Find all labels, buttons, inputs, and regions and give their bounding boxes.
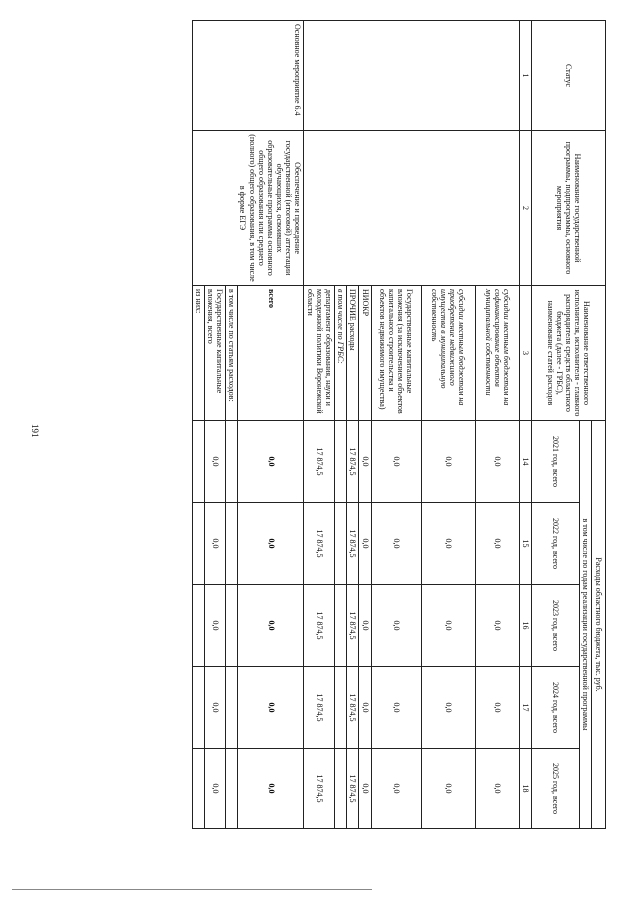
header-year: 2021 год, всего <box>531 421 579 503</box>
value-cell: 0,0 <box>421 421 475 503</box>
value-cell: 0,0 <box>475 585 519 667</box>
value-cell <box>335 421 347 503</box>
value-cell: 0,0 <box>359 421 371 503</box>
value-cell: 17 874,5 <box>304 503 335 585</box>
col-number: 17 <box>519 667 531 749</box>
row-label: Государственные капитальные вложения, всего <box>204 286 225 421</box>
budget-table <box>192 20 606 829</box>
row-label: департамент образования, науки и молодежной политики Воронежской области <box>304 286 335 421</box>
value-cell: 0,0 <box>421 503 475 585</box>
value-cell: 0,0 <box>359 503 371 585</box>
header-status: Статус <box>531 21 605 131</box>
rotated-table-wrapper <box>36 20 606 828</box>
value-cell: 17 874,5 <box>347 667 359 749</box>
value-cell: 0,0 <box>371 667 421 749</box>
value-cell <box>192 585 204 667</box>
col-number: 2 <box>519 131 531 286</box>
value-cell: 0,0 <box>238 749 304 829</box>
row-label: Государственные капитальные вложения (за исключением объектов капитального строительства и объектов недвижимого имущества) <box>371 286 421 421</box>
page-number: 191 <box>30 424 40 438</box>
header-year: 2023 год, всего <box>531 585 579 667</box>
value-cell <box>335 749 347 829</box>
value-cell: 0,0 <box>238 421 304 503</box>
value-cell: 0,0 <box>204 585 225 667</box>
value-cell: 17 874,5 <box>347 585 359 667</box>
row-label: всего <box>238 286 304 421</box>
header-budget-group: Расходы областного бюджета, тыс. руб. <box>592 421 606 829</box>
row-label: субсидии местным бюджетам на приобретение недвижимого имущества в муниципальную собственность <box>421 286 475 421</box>
section-status: Основное мероприятие 6.4 <box>192 21 304 131</box>
value-cell <box>335 585 347 667</box>
header-budget-subgroup: в том числе по годам реализации государственной программы <box>579 421 591 829</box>
row-label: НИОКР <box>359 286 371 421</box>
value-cell: 0,0 <box>359 749 371 829</box>
value-cell: 0,0 <box>475 667 519 749</box>
value-cell: 17 874,5 <box>347 421 359 503</box>
value-cell: 17 874,5 <box>304 421 335 503</box>
col-number: 16 <box>519 585 531 667</box>
value-cell: 17 874,5 <box>304 749 335 829</box>
value-cell <box>226 585 238 667</box>
section-name: Обеспечение и проведение государственной (итоговой) аттестации обучающихся, освоивших образовательные программы основного общего образования или среднего (полного) общего образования, в том числе в форме ЕГЭ <box>192 131 304 286</box>
program-cell-empty <box>304 131 519 286</box>
value-cell: 0,0 <box>204 667 225 749</box>
value-cell <box>192 503 204 585</box>
value-cell: 0,0 <box>371 503 421 585</box>
value-cell: 17 874,5 <box>304 667 335 749</box>
value-cell: 0,0 <box>421 749 475 829</box>
header-year: 2025 год, всего <box>531 749 579 829</box>
table-row <box>475 21 519 829</box>
status-cell-empty <box>304 21 519 131</box>
value-cell <box>335 667 347 749</box>
value-cell <box>226 667 238 749</box>
value-cell <box>226 421 238 503</box>
col-number: 15 <box>519 503 531 585</box>
value-cell: 0,0 <box>421 667 475 749</box>
col-number: 18 <box>519 749 531 829</box>
value-cell: 0,0 <box>204 503 225 585</box>
col-number: 3 <box>519 286 531 421</box>
col-number: 14 <box>519 421 531 503</box>
row-label: субсидии местным бюджетам на софинансирование объектов муниципальной собственности <box>475 286 519 421</box>
col-number: 1 <box>519 21 531 131</box>
row-label: ПРОЧИЕ расходы <box>347 286 359 421</box>
header-year: 2024 год, всего <box>531 667 579 749</box>
value-cell: 0,0 <box>359 585 371 667</box>
value-cell: 0,0 <box>359 667 371 749</box>
header-executor: Наименование ответственного исполнителя, исполнителя - главного распорядителя средств областного бюджета (далее - ГРБС), наименование статей расходов <box>531 286 605 421</box>
value-cell: 0,0 <box>238 667 304 749</box>
value-cell: 0,0 <box>371 585 421 667</box>
row-label: из них: <box>192 286 204 421</box>
value-cell: 0,0 <box>371 421 421 503</box>
value-cell <box>335 503 347 585</box>
value-cell: 0,0 <box>421 585 475 667</box>
value-cell <box>192 749 204 829</box>
value-cell: 0,0 <box>204 749 225 829</box>
value-cell <box>226 749 238 829</box>
row-label: в том числе по статьям расходов: <box>226 286 238 421</box>
value-cell: 17 874,5 <box>347 503 359 585</box>
value-cell: 0,0 <box>238 585 304 667</box>
header-year: 2022 год, всего <box>531 503 579 585</box>
value-cell <box>192 667 204 749</box>
table-row <box>238 21 304 829</box>
footer-rule <box>12 889 372 890</box>
value-cell: 0,0 <box>371 749 421 829</box>
value-cell: 17 874,5 <box>347 749 359 829</box>
value-cell: 0,0 <box>204 421 225 503</box>
header-program: Наименование государственной программы, подпрограммы, основного мероприятия <box>531 131 605 286</box>
value-cell: 0,0 <box>475 749 519 829</box>
value-cell: 0,0 <box>475 421 519 503</box>
value-cell: 17 874,5 <box>304 585 335 667</box>
value-cell <box>226 503 238 585</box>
value-cell: 0,0 <box>238 503 304 585</box>
value-cell: 0,0 <box>475 503 519 585</box>
value-cell <box>192 421 204 503</box>
row-label: в том числе по ГРБС: <box>335 286 347 421</box>
